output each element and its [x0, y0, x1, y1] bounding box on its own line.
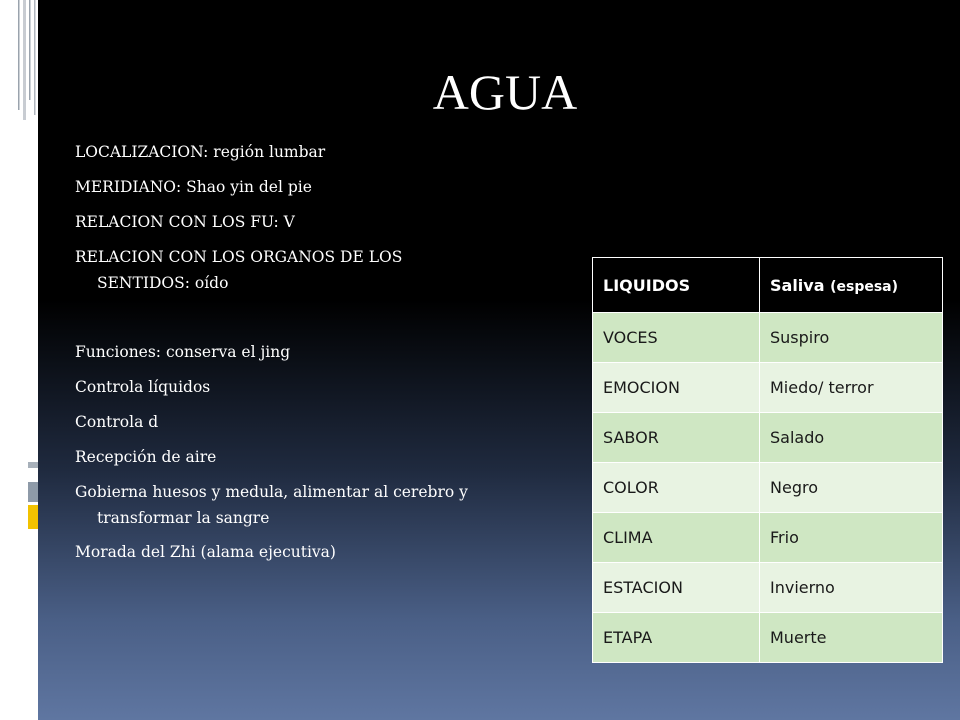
text-funciones: Funciones: conserva el jing	[75, 343, 291, 361]
text-controla-d: Controla d	[75, 413, 159, 431]
decorative-lines	[18, 0, 40, 120]
table-row	[593, 463, 943, 513]
table-cell-label: COLOR	[593, 463, 760, 513]
table-cell-value: Muerte	[760, 613, 943, 663]
text-relacion-organos-cont: SENTIDOS: oído	[97, 274, 229, 292]
text-relacion-fu: RELACION CON LOS FU: V	[75, 213, 295, 231]
table-cell-value: Salado	[760, 413, 943, 463]
attributes-table	[592, 257, 943, 663]
table-cell-value: Suspiro	[760, 313, 943, 363]
table-header-value-main: Saliva	[770, 275, 831, 295]
table-row	[593, 613, 943, 663]
table-header-value-note: (espesa)	[830, 278, 899, 295]
text-localizacion: LOCALIZACION: región lumbar	[75, 143, 326, 161]
text-relacion-organos: RELACION CON LOS ORGANOS DE LOS	[75, 248, 403, 266]
table-cell-label: ESTACION	[593, 563, 760, 613]
table-row	[593, 563, 943, 613]
table-row	[593, 413, 943, 463]
table-cell-value: Invierno	[760, 563, 943, 613]
table-cell-value: Frio	[760, 513, 943, 563]
table-header-label: LIQUIDOS	[593, 258, 760, 313]
text-controla-liquidos: Controla líquidos	[75, 378, 211, 396]
table-cell-label: CLIMA	[593, 513, 760, 563]
text-meridiano: MERIDIANO: Shao yin del pie	[75, 178, 312, 196]
table-cell-label: EMOCION	[593, 363, 760, 413]
table-cell-label: VOCES	[593, 313, 760, 363]
accent-bar-gray-top	[28, 462, 38, 468]
text-recepcion-aire: Recepción de aire	[75, 448, 217, 466]
slide-title: AGUA	[432, 64, 578, 120]
table-cell-value: Miedo/ terror	[760, 363, 943, 413]
text-gobierna-huesos: Gobierna huesos y medula, alimentar al cerebro y	[75, 483, 468, 501]
table-row	[593, 513, 943, 563]
accent-bar-yellow	[28, 505, 38, 529]
table-cell-value: Negro	[760, 463, 943, 513]
text-morada-zhi: Morada del Zhi (alama ejecutiva)	[75, 543, 336, 561]
table-header-value	[760, 258, 943, 313]
table-cell-label: SABOR	[593, 413, 760, 463]
table-row	[593, 363, 943, 413]
text-gobierna-huesos-cont: transformar la sangre	[97, 509, 270, 527]
table-cell-label: ETAPA	[593, 613, 760, 663]
table-header-row	[593, 258, 943, 313]
table-row	[593, 313, 943, 363]
accent-bar-gray	[28, 482, 38, 502]
